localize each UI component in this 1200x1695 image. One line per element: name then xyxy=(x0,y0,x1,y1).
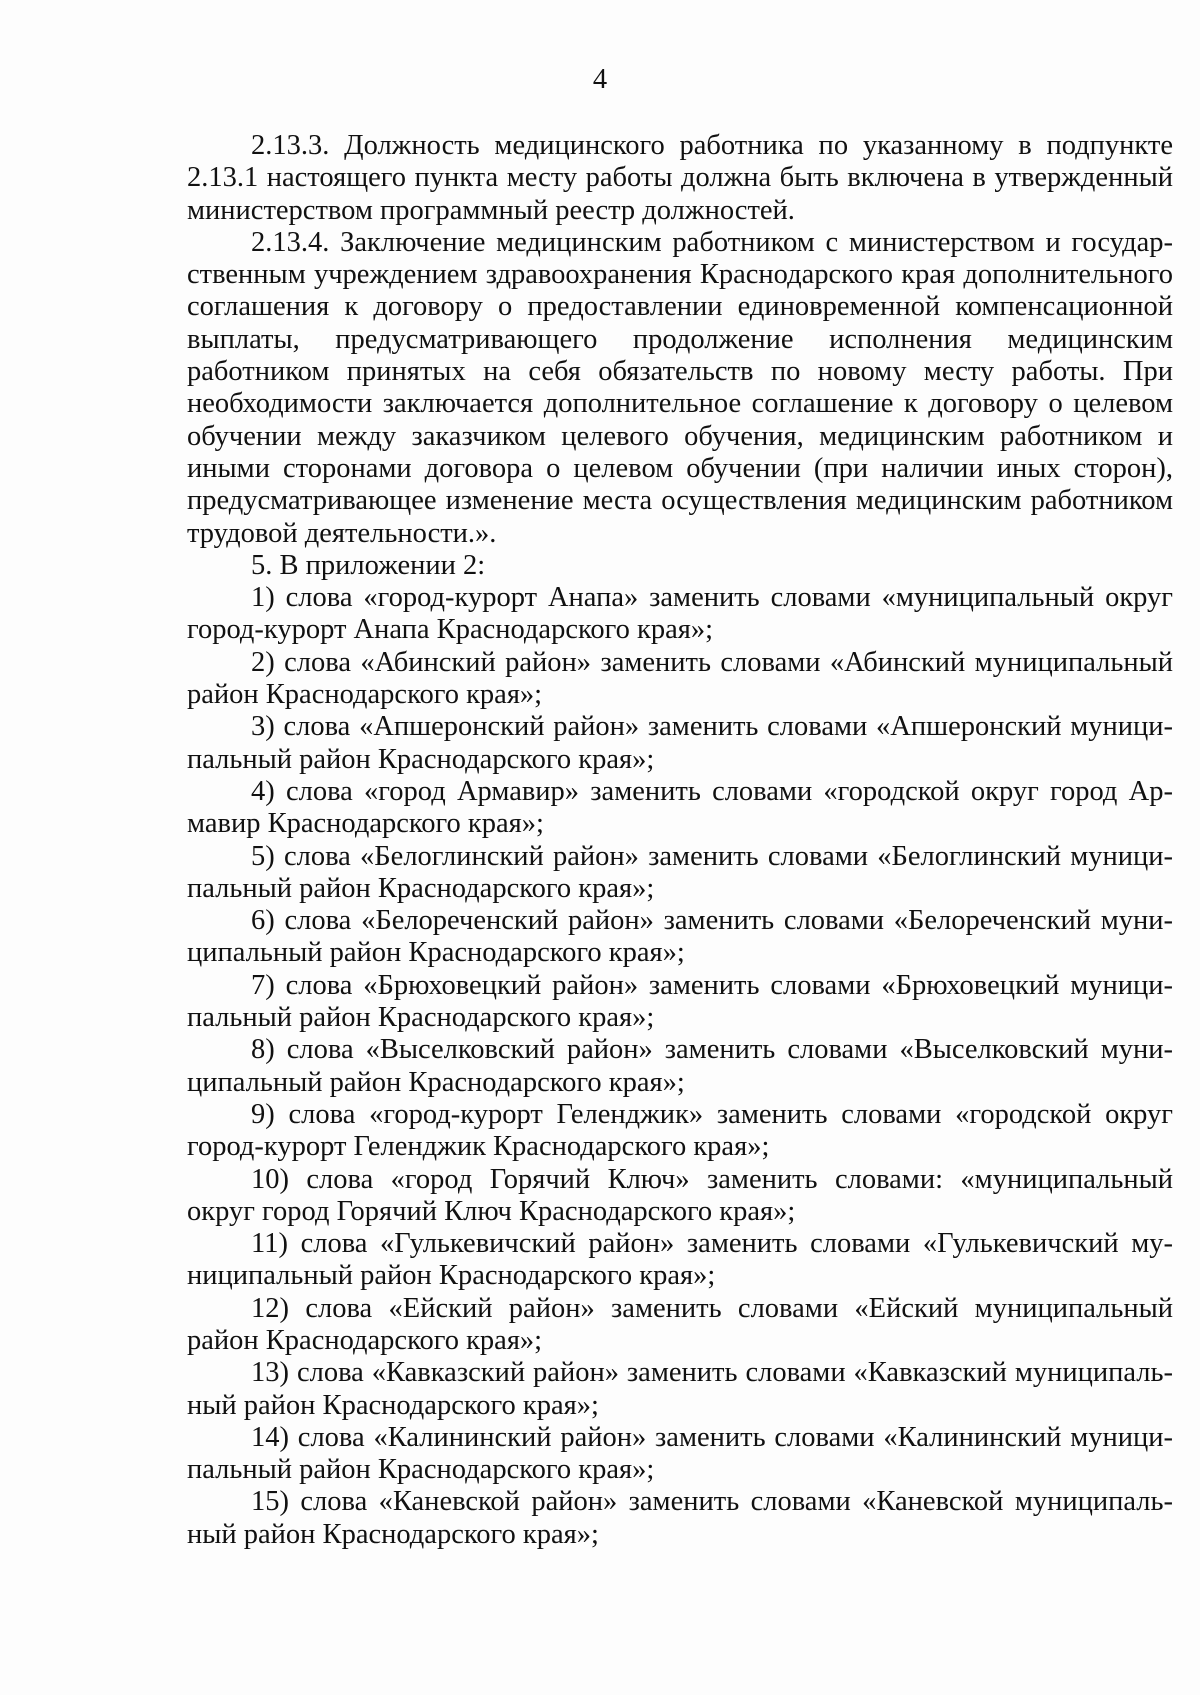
list-item-7: 7) слова «Брюховецкий район» заменить словами «Брюховецкий муниципальный район Краснодарского края»; xyxy=(187,969,1173,1034)
page-number: 4 xyxy=(592,64,608,95)
list-item-6: 6) слова «Белореченский район» заменить словами «Белореченский муниципальный район Краснодарского края»; xyxy=(187,905,1173,969)
list-item-10: 10) слова «город Горячий Ключ» заменить словами: «муниципальный округ город Горячий Ключ Краснодарского края»; xyxy=(187,1163,1173,1227)
list-item-8: 8) слова «Выселковский район» заменить словами «Выселковский муниципальный район Краснодарского края»; xyxy=(187,1034,1173,1098)
document-body xyxy=(187,130,1173,1551)
paragraph-2-13-4: 2.13.4. Заключение медицинским работником с министерством и государственным учреждением здравоохранения Краснодарского края дополнительного соглашения к договору о предоставлении единовременной компенсационной выплаты, предусматривающего продолжение исполнения медицинским работником принятых на себя обязательств по новому месту работы. При необходимости заключается дополнительное соглашение к договору о целевом обучении между заказчиком целевого обучения, медицинским работником и иными сторонами договора о целевом обучении (при наличии иных сторон), предусматривающее изменение места осуществления медицинским работником трудовой деятельности.». xyxy=(187,226,1173,549)
list-item-3: 3) слова «Апшеронский район» заменить словами «Апшеронский муниципальный район Краснодарского края»; xyxy=(187,711,1173,775)
list-item-5: 5) слова «Белоглинский район» заменить словами «Белоглинский муниципальный район Краснодарского края»; xyxy=(187,840,1173,904)
list-item-15: 15) слова «Каневской район» заменить словами «Каневской муниципальный район Краснодарского края»; xyxy=(187,1486,1173,1550)
paragraph-2-13-3: 2.13.3. Должность медицинского работника по указанному в подпункте 2.13.1 настоящего пункта месту работы должна быть включена в утвержденный министерством программный реестр должностей. xyxy=(187,130,1173,226)
list-item-2: 2) слова «Абинский район» заменить словами «Абинский муниципальный район Краснодарского края»; xyxy=(187,646,1173,711)
list-item-14: 14) слова «Калининский район» заменить словами «Калининский муниципальный район Краснодарского края»; xyxy=(187,1421,1173,1486)
list-item-1: 1) слова «город-курорт Анапа» заменить словами «муниципальный округ город-курорт Анапа Краснодарского края»; xyxy=(187,582,1173,646)
list-item-13: 13) слова «Кавказский район» заменить словами «Кавказский муниципальный район Краснодарского края»; xyxy=(187,1357,1173,1421)
paragraph-5-appendix-2: 5. В приложении 2: xyxy=(251,549,486,581)
list-item-9: 9) слова «город-курорт Геленджик» заменить словами «городской округ город-курорт Геленджик Краснодарского края»; xyxy=(187,1098,1173,1163)
list-item-12: 12) слова «Ейский район» заменить словами «Ейский муниципальный район Краснодарского края»; xyxy=(187,1292,1173,1356)
list-item-4: 4) слова «город Армавир» заменить словами «городской округ город Армавир Краснодарского края»; xyxy=(187,775,1173,840)
list-item-11: 11) слова «Гулькевичский район» заменить словами «Гулькевичский муниципальный район Краснодарского края»; xyxy=(187,1228,1173,1292)
